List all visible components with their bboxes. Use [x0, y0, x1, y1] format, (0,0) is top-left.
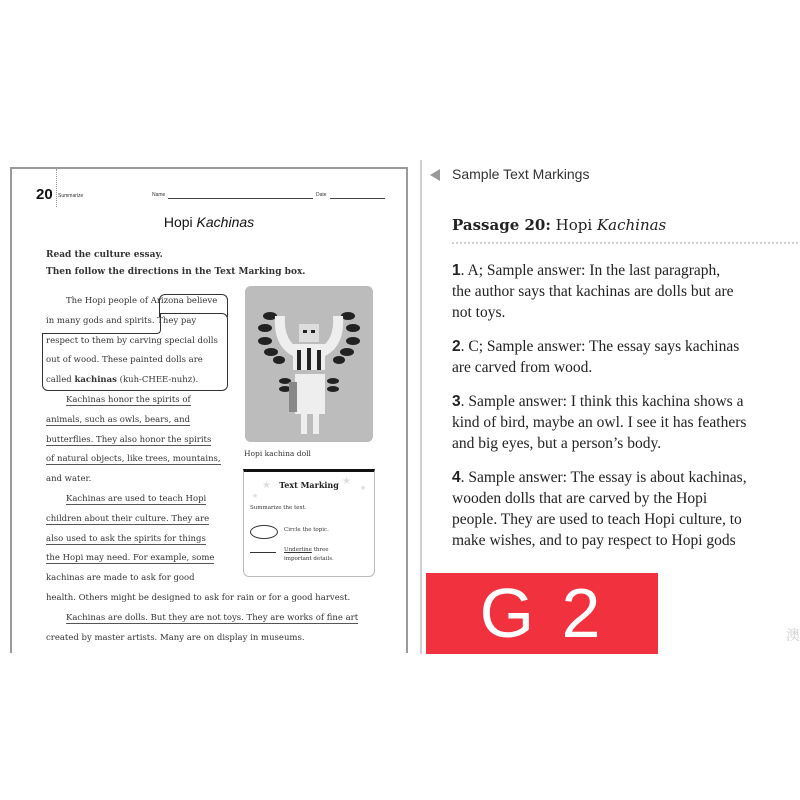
underline-details-label: Underline three important details. — [284, 547, 334, 562]
oval-icon — [250, 525, 278, 539]
circle-topic-label: Circle the topic. — [284, 527, 329, 533]
star-icon: ★ — [252, 492, 259, 500]
text-marking-title: Text Marking — [279, 480, 339, 490]
kachina-doll-icon — [245, 286, 373, 442]
directions — [46, 247, 305, 281]
star-icon: ★ — [342, 476, 351, 487]
answer-item: 2. C; Sample answer: The essay says kachinas are carved from wood. — [452, 338, 740, 376]
essay-line: called kachinas (kuh-CHEE-nuhz). — [46, 375, 199, 386]
name-label: Name — [152, 192, 166, 198]
direction-line: Then follow the directions in the Text Marking box. — [46, 267, 306, 277]
essay-line: Kachinas are used to teach Hopi — [66, 493, 207, 504]
passage-heading: Passage 20: Hopi Kachinas — [452, 216, 667, 234]
essay-line: Kachinas are dolls. But they are not toys. They are works of fine art — [66, 612, 359, 623]
kachina-doll-photo — [245, 286, 373, 442]
keyword-kachinas: kachinas — [74, 375, 117, 386]
essay-line: health. Others might be designed to ask for rain or for a good harvest. — [46, 593, 351, 603]
underline-icon — [250, 552, 276, 553]
back-arrow-icon[interactable] — [430, 169, 440, 181]
answer-item: 4. Sample answer: The essay is about kachinas, wooden dolls that are carved by the Hopi people. They are used to teach Hopi culture, to make wishes, and to pay respect to Hopi gods — [452, 469, 747, 549]
essay-line: animals, such as owls, bears, and — [46, 414, 191, 425]
date-field-line — [330, 198, 385, 199]
date-label: Date — [316, 192, 327, 198]
worksheet-title — [12, 214, 406, 230]
passage-number: 20 — [36, 186, 53, 203]
grade-badge: G 2 — [426, 573, 658, 654]
essay-line: created by master artists. Many are on display in museums. — [46, 632, 305, 643]
text-marking-instruction: Summarize the text. — [250, 505, 307, 511]
photo-caption: Hopi kachina doll — [244, 449, 311, 458]
watermark: 澳 — [786, 628, 800, 644]
dotted-divider — [452, 242, 800, 244]
essay-wide-lines — [46, 589, 406, 648]
skill-label: Summarize — [58, 193, 84, 199]
star-icon: ★ — [262, 480, 271, 491]
title-plain: Hopi — [163, 214, 197, 230]
essay-line: and water. — [46, 474, 92, 485]
essay-line: butterflies. They also honor the spirits — [46, 434, 212, 445]
essay-line: of natural objects, like trees, mountains, — [46, 454, 221, 465]
essay-line: out of wood. These painted dolls are — [46, 355, 203, 366]
essay-line: children about their culture. They are — [46, 513, 210, 524]
answer-list — [452, 260, 800, 564]
essay-line: in many gods and spirits. They pay — [46, 315, 197, 326]
essay-column — [46, 292, 236, 589]
name-field-line — [168, 198, 313, 199]
text-marking-box — [243, 469, 375, 577]
essay-line: kachinas are made to ask for good — [46, 573, 195, 584]
worksheet-header — [36, 186, 386, 206]
answer-item: 3. Sample answer: I think this kachina shows a kind of bird, maybe an owl. I see it has feathers and big eyes, but a person’s body. — [452, 393, 747, 452]
essay-line: The Hopi people of Arizona believe — [66, 296, 218, 306]
star-icon: ★ — [360, 484, 367, 492]
essay-line: Kachinas honor the spirits of — [66, 394, 191, 405]
essay-line: the Hopi may need. For example, some — [46, 553, 215, 564]
essay-line: respect to them by carving special dolls — [46, 335, 218, 346]
essay-line: also used to ask the spirits for things — [46, 533, 206, 544]
worksheet-page — [10, 167, 408, 653]
title-italic: Kachinas — [196, 214, 255, 230]
section-title: Sample Text Markings — [452, 166, 590, 182]
answer-item: 1. A; Sample answer: In the last paragraph, the author says that kachinas are dolls but are not toys. — [452, 262, 734, 321]
direction-line: Read the culture essay. — [46, 250, 163, 260]
